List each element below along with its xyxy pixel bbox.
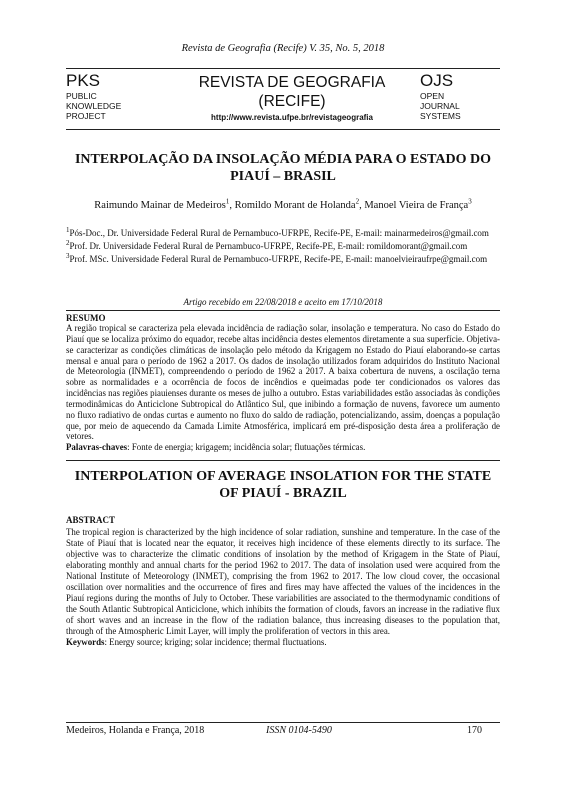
pkp-sub-line: PROJECT bbox=[66, 111, 106, 121]
affiliation-item bbox=[66, 241, 500, 252]
resumo-keywords bbox=[66, 442, 500, 453]
page-footer bbox=[66, 722, 500, 737]
abstract-heading: ABSTRACT bbox=[66, 515, 116, 525]
ojs-sub-line: OPEN bbox=[420, 91, 445, 101]
keywords-text: : Energy source; kriging; solar incidence; thermal fluctuations. bbox=[104, 637, 327, 647]
affiliation-item bbox=[66, 228, 500, 239]
journal-url-link[interactable]: http://www.revista.ufpe.br/revistageografia bbox=[211, 113, 373, 122]
author-list bbox=[66, 197, 500, 211]
affiliation-mark: 2 bbox=[66, 239, 70, 247]
author-affil-mark: 3 bbox=[468, 197, 472, 206]
ojs-logo: OJS bbox=[420, 71, 454, 90]
running-head: Revista de Geografia (Recife) V. 35, No. 5, 2018 bbox=[181, 43, 385, 54]
page-number: 170 bbox=[467, 725, 482, 736]
journal-masthead bbox=[66, 68, 500, 130]
ojs-sub-line: SYSTEMS bbox=[420, 111, 461, 121]
affiliation-text: Pós-Doc., Dr. Universidade Federal Rural de Pernambuco-UFRPE, Recife-PE, E-mail: mainarmedeiros@gmail.com bbox=[69, 228, 489, 238]
ojs-sub-line: JOURNAL bbox=[420, 101, 460, 111]
affiliation-mark: 1 bbox=[66, 226, 70, 234]
affiliation-text: Prof. Dr. Universidade Federal Rural de Pernambuco-UFRPE, Recife-PE, E-mail: romildomorant@gmail.com bbox=[69, 241, 468, 251]
pkp-sub-line: KNOWLEDGE bbox=[66, 101, 122, 111]
footer-issn: ISSN 0104-5490 bbox=[266, 725, 332, 736]
author-separator: , bbox=[359, 200, 365, 211]
pkp-logo-block bbox=[66, 69, 166, 121]
keywords-text: : Fonte de energia; krigagem; incidência solar; flutuações térmicas. bbox=[127, 442, 366, 453]
ojs-logo-block bbox=[420, 69, 500, 121]
author-separator: , bbox=[229, 200, 235, 211]
journal-title: REVISTA DE GEOGRAFIA bbox=[198, 74, 386, 91]
author-affil-mark: 1 bbox=[225, 197, 230, 206]
footer-citation: Medeiros, Holanda e França, 2018 bbox=[66, 725, 205, 736]
author-affil-mark: 2 bbox=[355, 197, 360, 206]
author-name: Raimundo Mainar de Medeiros bbox=[94, 200, 226, 211]
resumo-text: A região tropical se caracteriza pela elevada incidência de radiação solar, insolação e temperatura. No caso do Estado do Piauí que se localiza próximo do equador, recebe altas incidência destes elementos diretamente a sua superfície. Objetiva-se caracterizar as condições climáticas de insolação pelo método da Krigagem no Estado do Piauí elaborando-se cartas mensal e anual para o período de 1962 a 2017. Os dados de insolação utilizados foram adquiridos do Instituto Nacional de Meteorologia (INMET), compreendendo o período de 1962 a 2017. A baixa cobertura de nuvens, a oscilação terna sobre as normalidades e a ocorrência de focos de incêndios e queimadas pode ter condicionados os valores das incidências nas regiões piauienses durante os meses de julho a outubro. Estas variabilidades estão associadas às condições termodinâmicas do Anticiclone Subtropical do Atlântico Sul, que inibindo a formação de nuvens, favorece um aumento no fluxo radiativo de ondas curtas e aumento no fluxo do saldo de radiação, potencializando, assim, doenças a população que, por meio de aquecendo da Camada Limite Atmosférica, implicará em pré-disposição desta área a proliferação de vetores. bbox=[66, 323, 500, 442]
section-divider bbox=[66, 460, 500, 461]
resumo-section bbox=[66, 310, 500, 453]
affiliation-item bbox=[66, 254, 500, 265]
abstract-section bbox=[66, 515, 500, 648]
author-name: Manoel Vieira de França bbox=[364, 200, 469, 211]
affiliation-mark: 3 bbox=[66, 252, 70, 260]
received-date: Artigo recebido em 22/08/2018 e aceito em 17/10/2018 bbox=[183, 297, 383, 307]
article-title-en: INTERPOLATION OF AVERAGE INSOLATION FOR THE STATE OF PIAUÍ - BRAZIL bbox=[74, 469, 492, 501]
pkp-sub-line: PUBLIC bbox=[66, 91, 97, 101]
keywords-label: Palavras-chaves bbox=[66, 442, 128, 453]
resumo-heading: RESUMO bbox=[66, 313, 106, 323]
abstract-text: The tropical region is characterized by the high incidence of solar radiation, sunshine and temperature. In the case of the State of Piauí that is located near the equator, it receives high incidence of these elements directly to its surface. The objective was to characterize the climatic conditions of insolation by the method of Krigagem in the State of Piauí, elaborating monthly and annual charts for the period 1962 to 2017. The data of insolation used were acquired from the National Institute of Meteorology (INMET), comprising the from 1962 to 2017. The low cloud cover, the occasional oscillation over normalities and the occurrence of fires and fires may have affected the values of the incidences in the Piauí regions during the months of July to October. These variabilities are associated to the thermodynamic conditions of the South Atlantic Subtropical Anticiclone, which inhibits the formation of clouds, favors an increase in the radiative flux of short waves and an increase in the flow of the radiation balance, thus increasing diseases to the population that, through of the Atmospheric Limit Layer, will imply the proliferation of vectors in this area. bbox=[66, 527, 500, 636]
keywords-label: Keywords bbox=[66, 637, 105, 647]
article-title-pt: INTERPOLAÇÃO DA INSOLAÇÃO MÉDIA PARA O ESTADO DO PIAUÍ – BRASIL bbox=[74, 152, 492, 184]
affiliations bbox=[66, 228, 500, 267]
journal-title-city: (RECIFE) bbox=[258, 93, 326, 110]
affiliation-text: Prof. MSc. Universidade Federal Rural de Pernambuco-UFRPE, Recife-PE, E-mail: manoelvieiraufrpe@gmail.com bbox=[69, 254, 488, 264]
abstract-keywords bbox=[66, 637, 500, 648]
author-name: Romildo Morant de Holanda bbox=[234, 200, 356, 211]
journal-title-block bbox=[170, 69, 414, 124]
pkp-logo: PKS bbox=[66, 71, 101, 90]
